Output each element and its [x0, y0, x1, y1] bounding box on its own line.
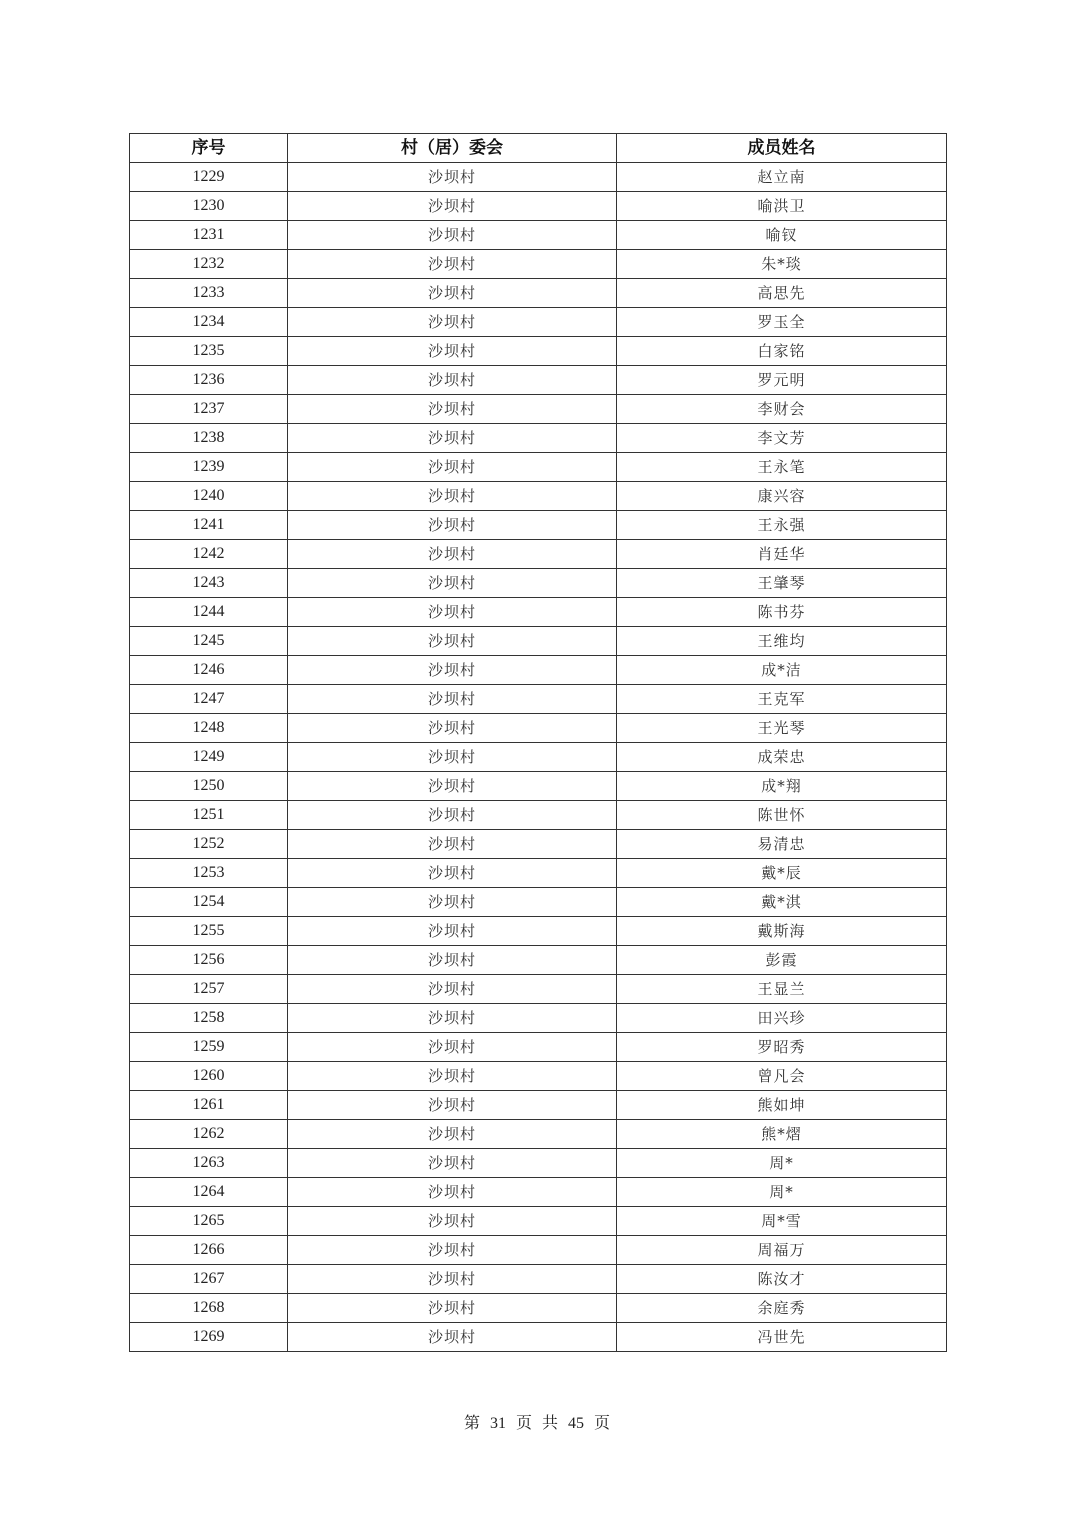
- village-cell: 沙坝村: [288, 1120, 617, 1149]
- member-name-cell: 余庭秀: [617, 1294, 947, 1323]
- village-cell: 沙坝村: [288, 1178, 617, 1207]
- serial-number-cell: 1231: [130, 221, 288, 250]
- table-row: [130, 685, 947, 714]
- serial-number-cell: 1230: [130, 192, 288, 221]
- table-header-row: [130, 134, 947, 163]
- village-cell: 沙坝村: [288, 366, 617, 395]
- table-row: [130, 482, 947, 511]
- header-village-committee: 村（居）委会: [288, 134, 617, 163]
- table-row: [130, 743, 947, 772]
- serial-number-cell: 1259: [130, 1033, 288, 1062]
- member-name-cell: 王显兰: [617, 975, 947, 1004]
- serial-number-cell: 1240: [130, 482, 288, 511]
- village-cell: 沙坝村: [288, 743, 617, 772]
- serial-number-cell: 1258: [130, 1004, 288, 1033]
- table-row: [130, 192, 947, 221]
- member-name-cell: 王光琴: [617, 714, 947, 743]
- table-row: [130, 1178, 947, 1207]
- table-row: [130, 337, 947, 366]
- table-row: [130, 772, 947, 801]
- table-row: [130, 1294, 947, 1323]
- table-row: [130, 598, 947, 627]
- village-cell: 沙坝村: [288, 975, 617, 1004]
- village-cell: 沙坝村: [288, 685, 617, 714]
- member-name-cell: 易清忠: [617, 830, 947, 859]
- village-cell: 沙坝村: [288, 540, 617, 569]
- member-name-cell: 田兴珍: [617, 1004, 947, 1033]
- serial-number-cell: 1245: [130, 627, 288, 656]
- table-row: [130, 395, 947, 424]
- serial-number-cell: 1257: [130, 975, 288, 1004]
- table-row: [130, 975, 947, 1004]
- member-name-cell: 周*雪: [617, 1207, 947, 1236]
- village-cell: 沙坝村: [288, 453, 617, 482]
- village-cell: 沙坝村: [288, 1149, 617, 1178]
- serial-number-cell: 1266: [130, 1236, 288, 1265]
- table-row: [130, 714, 947, 743]
- member-table: [129, 133, 947, 1352]
- serial-number-cell: 1262: [130, 1120, 288, 1149]
- serial-number-cell: 1255: [130, 917, 288, 946]
- village-cell: 沙坝村: [288, 1091, 617, 1120]
- village-cell: 沙坝村: [288, 598, 617, 627]
- village-cell: 沙坝村: [288, 511, 617, 540]
- village-cell: 沙坝村: [288, 627, 617, 656]
- member-name-cell: 王克军: [617, 685, 947, 714]
- village-cell: 沙坝村: [288, 714, 617, 743]
- village-cell: 沙坝村: [288, 888, 617, 917]
- serial-number-cell: 1242: [130, 540, 288, 569]
- table-row: [130, 859, 947, 888]
- village-cell: 沙坝村: [288, 569, 617, 598]
- serial-number-cell: 1268: [130, 1294, 288, 1323]
- serial-number-cell: 1238: [130, 424, 288, 453]
- member-name-cell: 喻钗: [617, 221, 947, 250]
- table-row: [130, 424, 947, 453]
- village-cell: 沙坝村: [288, 482, 617, 511]
- serial-number-cell: 1261: [130, 1091, 288, 1120]
- village-cell: 沙坝村: [288, 1294, 617, 1323]
- village-cell: 沙坝村: [288, 830, 617, 859]
- member-name-cell: 罗元明: [617, 366, 947, 395]
- table-row: [130, 1004, 947, 1033]
- table-row: [130, 308, 947, 337]
- village-cell: 沙坝村: [288, 1004, 617, 1033]
- table-row: [130, 163, 947, 192]
- serial-number-cell: 1265: [130, 1207, 288, 1236]
- table-row: [130, 946, 947, 975]
- table-row: [130, 1062, 947, 1091]
- table-row: [130, 250, 947, 279]
- table-row: [130, 221, 947, 250]
- village-cell: 沙坝村: [288, 1207, 617, 1236]
- village-cell: 沙坝村: [288, 395, 617, 424]
- member-name-cell: 戴斯海: [617, 917, 947, 946]
- member-name-cell: 成荣忠: [617, 743, 947, 772]
- table-row: [130, 1236, 947, 1265]
- member-name-cell: 周*: [617, 1149, 947, 1178]
- member-name-cell: 王永笔: [617, 453, 947, 482]
- serial-number-cell: 1253: [130, 859, 288, 888]
- table-row: [130, 888, 947, 917]
- table-row: [130, 569, 947, 598]
- member-name-cell: 高思先: [617, 279, 947, 308]
- table-row: [130, 1033, 947, 1062]
- serial-number-cell: 1249: [130, 743, 288, 772]
- table-row: [130, 830, 947, 859]
- member-name-cell: 赵立南: [617, 163, 947, 192]
- village-cell: 沙坝村: [288, 1265, 617, 1294]
- table-row: [130, 1120, 947, 1149]
- member-name-cell: 彭霞: [617, 946, 947, 975]
- member-name-cell: 喻洪卫: [617, 192, 947, 221]
- village-cell: 沙坝村: [288, 859, 617, 888]
- table-body: [130, 163, 947, 1352]
- member-name-cell: 熊*熠: [617, 1120, 947, 1149]
- member-name-cell: 王肇琴: [617, 569, 947, 598]
- member-name-cell: 罗昭秀: [617, 1033, 947, 1062]
- table-row: [130, 279, 947, 308]
- village-cell: 沙坝村: [288, 917, 617, 946]
- village-cell: 沙坝村: [288, 279, 617, 308]
- village-cell: 沙坝村: [288, 424, 617, 453]
- serial-number-cell: 1239: [130, 453, 288, 482]
- village-cell: 沙坝村: [288, 192, 617, 221]
- table-row: [130, 1265, 947, 1294]
- serial-number-cell: 1260: [130, 1062, 288, 1091]
- member-name-cell: 罗玉全: [617, 308, 947, 337]
- serial-number-cell: 1263: [130, 1149, 288, 1178]
- village-cell: 沙坝村: [288, 163, 617, 192]
- member-name-cell: 熊如坤: [617, 1091, 947, 1120]
- header-member-name: 成员姓名: [617, 134, 947, 163]
- table-row: [130, 917, 947, 946]
- table-row: [130, 801, 947, 830]
- table-row: [130, 1149, 947, 1178]
- member-name-cell: 白家铭: [617, 337, 947, 366]
- member-name-cell: 王永强: [617, 511, 947, 540]
- village-cell: 沙坝村: [288, 946, 617, 975]
- member-name-cell: 戴*淇: [617, 888, 947, 917]
- serial-number-cell: 1256: [130, 946, 288, 975]
- serial-number-cell: 1233: [130, 279, 288, 308]
- member-name-cell: 王维均: [617, 627, 947, 656]
- serial-number-cell: 1229: [130, 163, 288, 192]
- village-cell: 沙坝村: [288, 772, 617, 801]
- serial-number-cell: 1252: [130, 830, 288, 859]
- serial-number-cell: 1248: [130, 714, 288, 743]
- member-name-cell: 陈书芬: [617, 598, 947, 627]
- serial-number-cell: 1237: [130, 395, 288, 424]
- serial-number-cell: 1244: [130, 598, 288, 627]
- serial-number-cell: 1269: [130, 1323, 288, 1352]
- member-name-cell: 陈世怀: [617, 801, 947, 830]
- village-cell: 沙坝村: [288, 1236, 617, 1265]
- table-row: [130, 540, 947, 569]
- serial-number-cell: 1232: [130, 250, 288, 279]
- serial-number-cell: 1243: [130, 569, 288, 598]
- village-cell: 沙坝村: [288, 801, 617, 830]
- village-cell: 沙坝村: [288, 221, 617, 250]
- page-footer: 第 31 页 共 45 页: [463, 1415, 610, 1432]
- serial-number-cell: 1250: [130, 772, 288, 801]
- serial-number-cell: 1251: [130, 801, 288, 830]
- serial-number-cell: 1246: [130, 656, 288, 685]
- member-name-cell: 周*: [617, 1178, 947, 1207]
- member-name-cell: 冯世先: [617, 1323, 947, 1352]
- member-name-cell: 陈汝才: [617, 1265, 947, 1294]
- village-cell: 沙坝村: [288, 337, 617, 366]
- village-cell: 沙坝村: [288, 1323, 617, 1352]
- member-name-cell: 成*翔: [617, 772, 947, 801]
- serial-number-cell: 1247: [130, 685, 288, 714]
- serial-number-cell: 1235: [130, 337, 288, 366]
- member-name-cell: 康兴容: [617, 482, 947, 511]
- table-row: [130, 366, 947, 395]
- serial-number-cell: 1254: [130, 888, 288, 917]
- member-name-cell: 肖廷华: [617, 540, 947, 569]
- serial-number-cell: 1241: [130, 511, 288, 540]
- table-row: [130, 1323, 947, 1352]
- table-row: [130, 453, 947, 482]
- table-row: [130, 1091, 947, 1120]
- member-name-cell: 李财会: [617, 395, 947, 424]
- header-serial-number: 序号: [130, 134, 288, 163]
- member-table-container: [129, 133, 946, 1352]
- table-row: [130, 627, 947, 656]
- serial-number-cell: 1236: [130, 366, 288, 395]
- village-cell: 沙坝村: [288, 250, 617, 279]
- table-row: [130, 511, 947, 540]
- serial-number-cell: 1264: [130, 1178, 288, 1207]
- member-name-cell: 成*洁: [617, 656, 947, 685]
- serial-number-cell: 1234: [130, 308, 288, 337]
- member-name-cell: 朱*琰: [617, 250, 947, 279]
- serial-number-cell: 1267: [130, 1265, 288, 1294]
- member-name-cell: 李文芳: [617, 424, 947, 453]
- village-cell: 沙坝村: [288, 1062, 617, 1091]
- village-cell: 沙坝村: [288, 656, 617, 685]
- village-cell: 沙坝村: [288, 308, 617, 337]
- village-cell: 沙坝村: [288, 1033, 617, 1062]
- table-row: [130, 656, 947, 685]
- member-name-cell: 周福万: [617, 1236, 947, 1265]
- member-name-cell: 曾凡会: [617, 1062, 947, 1091]
- table-row: [130, 1207, 947, 1236]
- member-name-cell: 戴*辰: [617, 859, 947, 888]
